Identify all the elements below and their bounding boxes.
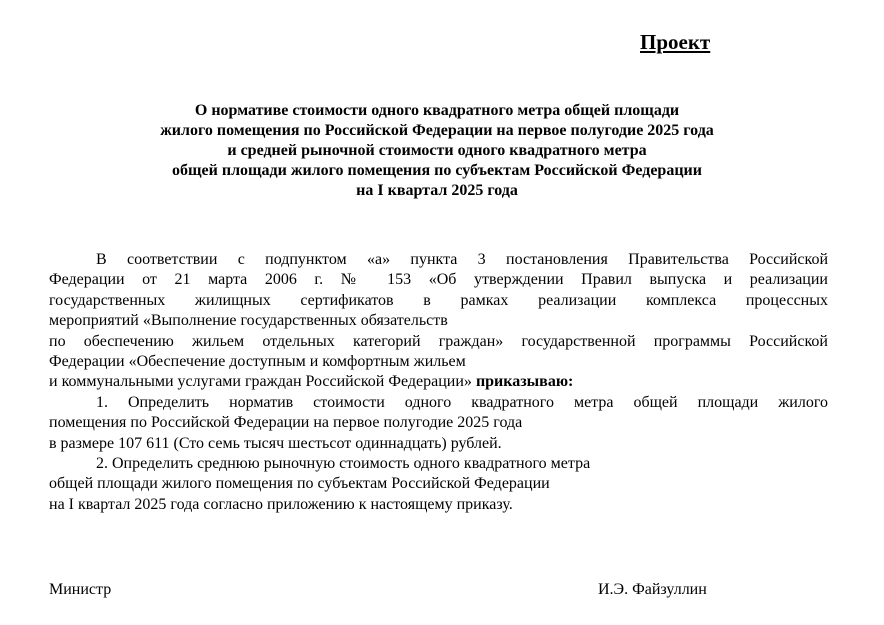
body-line: и коммунальными услугами граждан Российской Федерации» xyxy=(49,373,476,391)
signatory-position: Министр xyxy=(49,581,112,598)
title-line: и средней рыночной стоимости одного квадратного метра xyxy=(227,142,647,159)
body-line: В соответствии с подпунктом «а» пункта 3 постановления Правительства Российской xyxy=(96,251,828,268)
body-line: на I квартал 2025 года согласно приложению к настоящему приказу. xyxy=(49,495,513,513)
body-line: мероприятий «Выполнение государственных обязательств xyxy=(49,312,448,330)
body-line: общей площади жилого помещения по субъектам Российской Федерации xyxy=(49,475,550,493)
title-line: общей площади жилого помещения по субъектам Российской Федерации xyxy=(172,162,702,179)
body-line: помещения по Российской Федерации на первое полугодие 2025 года xyxy=(49,414,523,432)
body-line: Федерации от 21 марта 2006 г. № 153 «Об утверждении Правил выпуска и реализации xyxy=(49,271,828,289)
order-item-1 xyxy=(49,393,828,454)
body-line: в размере 107 611 (Сто семь тысяч шестьсот одиннадцать) рублей. xyxy=(49,434,502,452)
signatory-name: И.Э. Файзуллин xyxy=(598,581,707,598)
title-line: жилого помещения по Российской Федерации на первое полугодие 2025 года xyxy=(160,122,714,139)
title-line: О нормативе стоимости одного квадратного метра общей площади xyxy=(194,102,680,119)
draft-stamp: Проект xyxy=(640,30,711,54)
order-item-2 xyxy=(49,454,828,515)
body-line-with-order xyxy=(49,372,828,392)
document-title xyxy=(50,101,824,201)
title-line: на I квартал 2025 года xyxy=(356,182,518,199)
document-body xyxy=(49,250,828,515)
body-line: по обеспечению жильем отдельных категорий граждан» государственной программы Российской xyxy=(49,332,828,350)
body-line: государственных жилищных сертификатов в рамках реализации комплекса процессных xyxy=(49,291,828,309)
body-line: 2. Определить среднюю рыночную стоимость одного квадратного метра xyxy=(96,455,591,473)
body-line: 1. Определить норматив стоимости одного квадратного метра общей площади жилого xyxy=(96,393,828,411)
body-line: Федерации «Обеспечение доступным и комфортным жильем xyxy=(49,353,466,371)
order-word: приказываю: xyxy=(475,373,574,391)
preamble-paragraph xyxy=(49,250,828,393)
